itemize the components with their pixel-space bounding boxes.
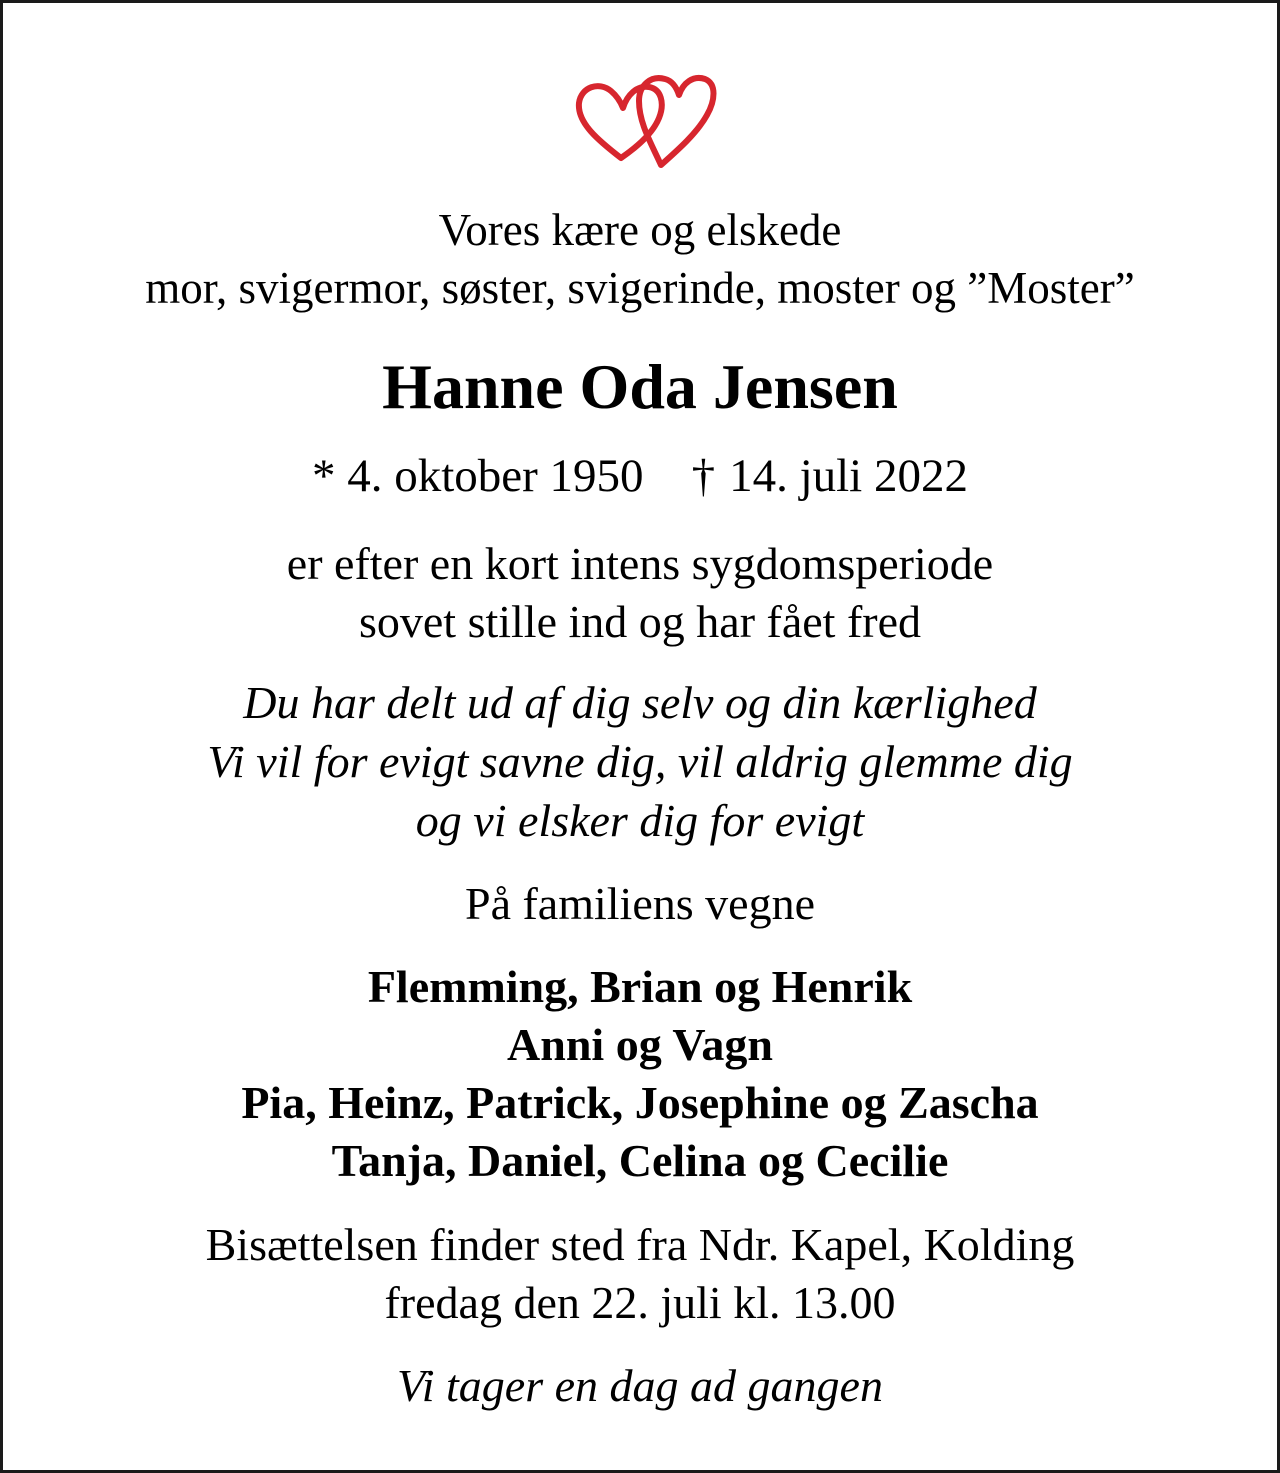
life-dates — [3, 446, 1277, 506]
cross-symbol: † — [691, 450, 716, 502]
death-date: 14. juli 2022 — [729, 450, 968, 502]
family-names — [3, 958, 1277, 1190]
birth-date: * 4. oktober 1950 — [311, 450, 644, 502]
memorial-poem — [3, 673, 1277, 850]
announcement — [3, 535, 1277, 651]
family-line: Pia, Heinz, Patrick, Josephine og Zascha — [241, 1077, 1039, 1128]
poem-line: Vi vil for evigt savne dig, vil aldrig glemme dig — [207, 736, 1073, 787]
intro-text — [3, 201, 1277, 317]
poem-line: Du har delt ud af dig selv og din kærlighed — [243, 677, 1037, 728]
on-behalf-of-family: På familiens vegne — [464, 878, 815, 929]
double-hearts-icon — [569, 63, 719, 173]
intro-line-1: Vores kære og elskede — [438, 205, 842, 255]
family-line: Flemming, Brian og Henrik — [367, 961, 913, 1012]
announcement-line-2: sovet stille ind og har fået fred — [358, 596, 922, 647]
funeral-details — [3, 1216, 1277, 1332]
family-line: Anni og Vagn — [507, 1019, 773, 1070]
deceased-name: Hanne Oda Jensen — [382, 351, 898, 422]
poem-line: og vi elsker dig for evigt — [415, 795, 865, 846]
family-line: Tanja, Daniel, Celina og Cecilie — [331, 1135, 949, 1186]
intro-line-2: mor, svigermor, søster, svigerinde, moster og ”Moster” — [145, 263, 1135, 313]
funeral-line-1: Bisættelsen finder sted fra Ndr. Kapel, Kolding — [205, 1219, 1075, 1270]
funeral-line-2: fredag den 22. juli kl. 13.00 — [384, 1277, 896, 1328]
announcement-line-1: er efter en kort intens sygdomsperiode — [286, 538, 994, 589]
closing-line: Vi tager en dag ad gangen — [397, 1360, 883, 1411]
